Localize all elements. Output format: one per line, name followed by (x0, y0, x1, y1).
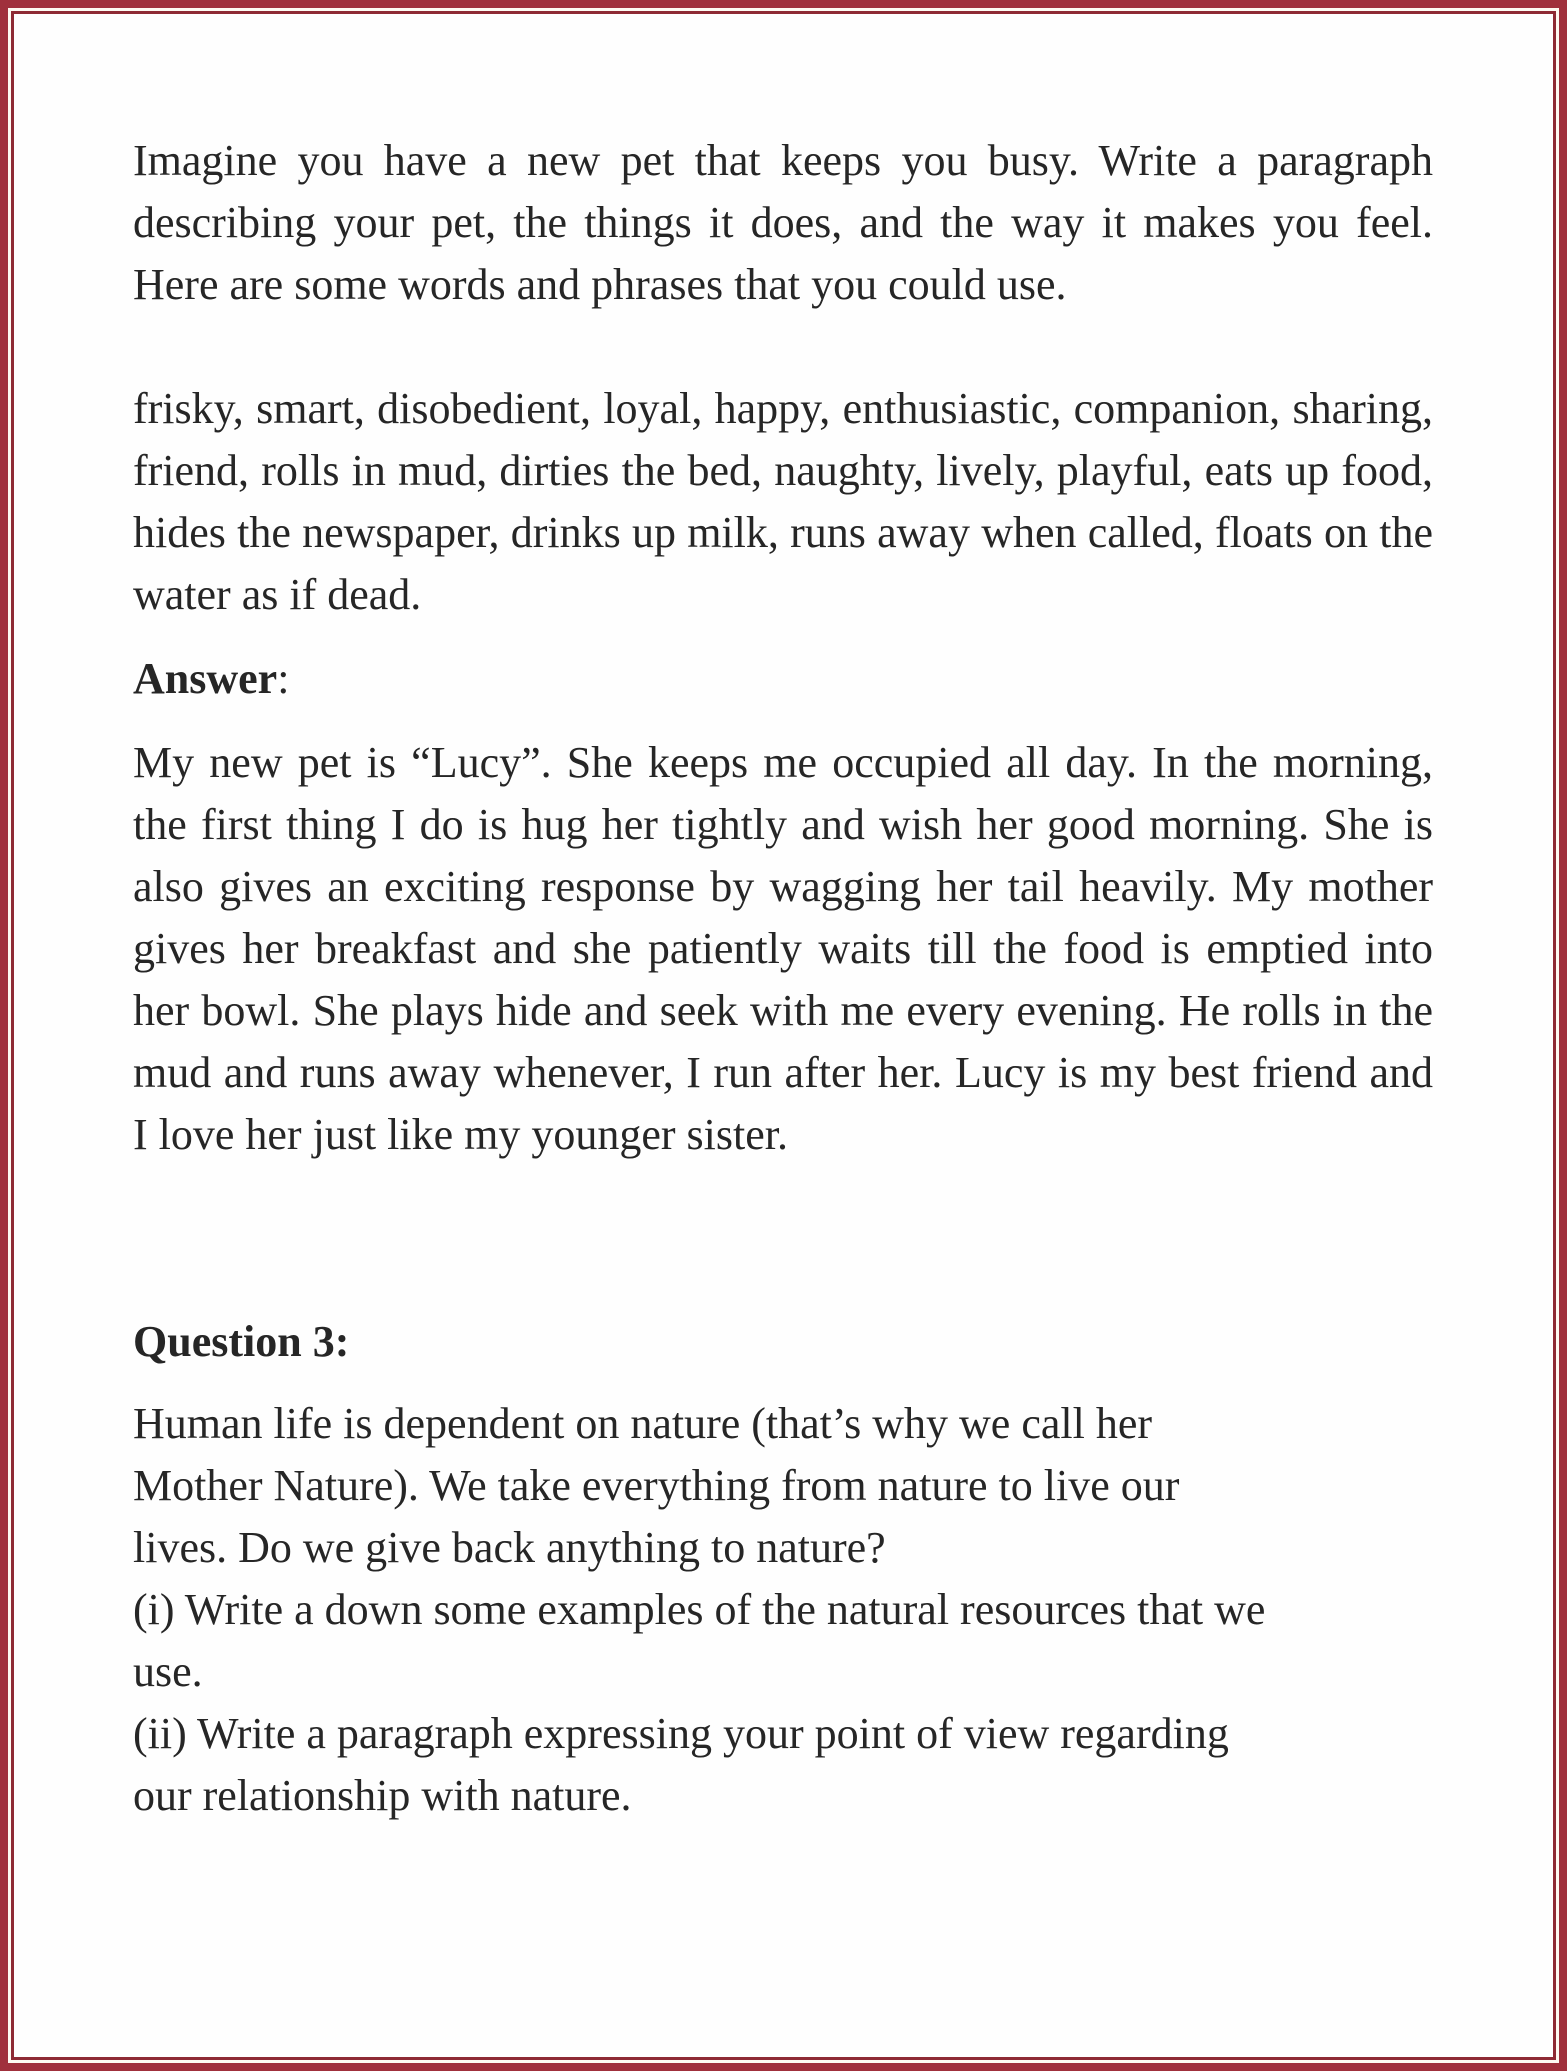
question-3-item-i (133, 1579, 1433, 1703)
answer-colon: : (277, 654, 290, 703)
question-prompt: Imagine you have a new pet that keeps you busy. Write a paragraph describing your pet, the things it does, and the way it makes you feel. Here are some words and phrases that you could use. (133, 136, 1433, 309)
question-3-item-line: (ii) Write a paragraph expressing your point of view regarding (133, 1709, 1229, 1758)
question-3-heading: Question 3: (133, 1317, 350, 1366)
answer-heading (133, 648, 1433, 710)
question-3-intro-line: lives. Do we give back anything to nature? (133, 1523, 886, 1572)
word-list: frisky, smart, disobedient, loyal, happy, enthusiastic, companion, sharing, friend, rolls in mud, dirties the bed, naughty, lively, playful, eats up food, hides the newspaper, drinks up milk, runs away when called, floats on the water as if dead. (133, 384, 1433, 619)
question-3-intro-line: Mother Nature). We take everything from nature to live our (133, 1461, 1180, 1510)
question-3-item-ii (133, 1703, 1433, 1827)
answer-paragraph: My new pet is “Lucy”. She keeps me occupied all day. In the morning, the first thing I do is hug her tightly and wish her good morning. She is also gives an exciting response by wagging her tail heavily. My mother gives her breakfast and she patiently waits till the food is emptied into her bowl. She plays hide and seek with me every evening. He rolls in the mud and runs away whenever, I run after her. Lucy is my best friend and I love her just like my younger sister. (133, 738, 1433, 1159)
document-content (133, 130, 1433, 1827)
question-3-item-line: use. (133, 1647, 203, 1696)
answer-label: Answer (133, 654, 278, 703)
question-3-item-line: our relationship with nature. (133, 1771, 632, 1820)
question-3-item-line: (i) Write a down some examples of the natural resources that we (133, 1585, 1266, 1634)
question-3-intro-line: Human life is dependent on nature (that’s why we call her (133, 1399, 1153, 1448)
question-3-intro (133, 1393, 1433, 1579)
section-spacer (133, 1166, 1433, 1311)
